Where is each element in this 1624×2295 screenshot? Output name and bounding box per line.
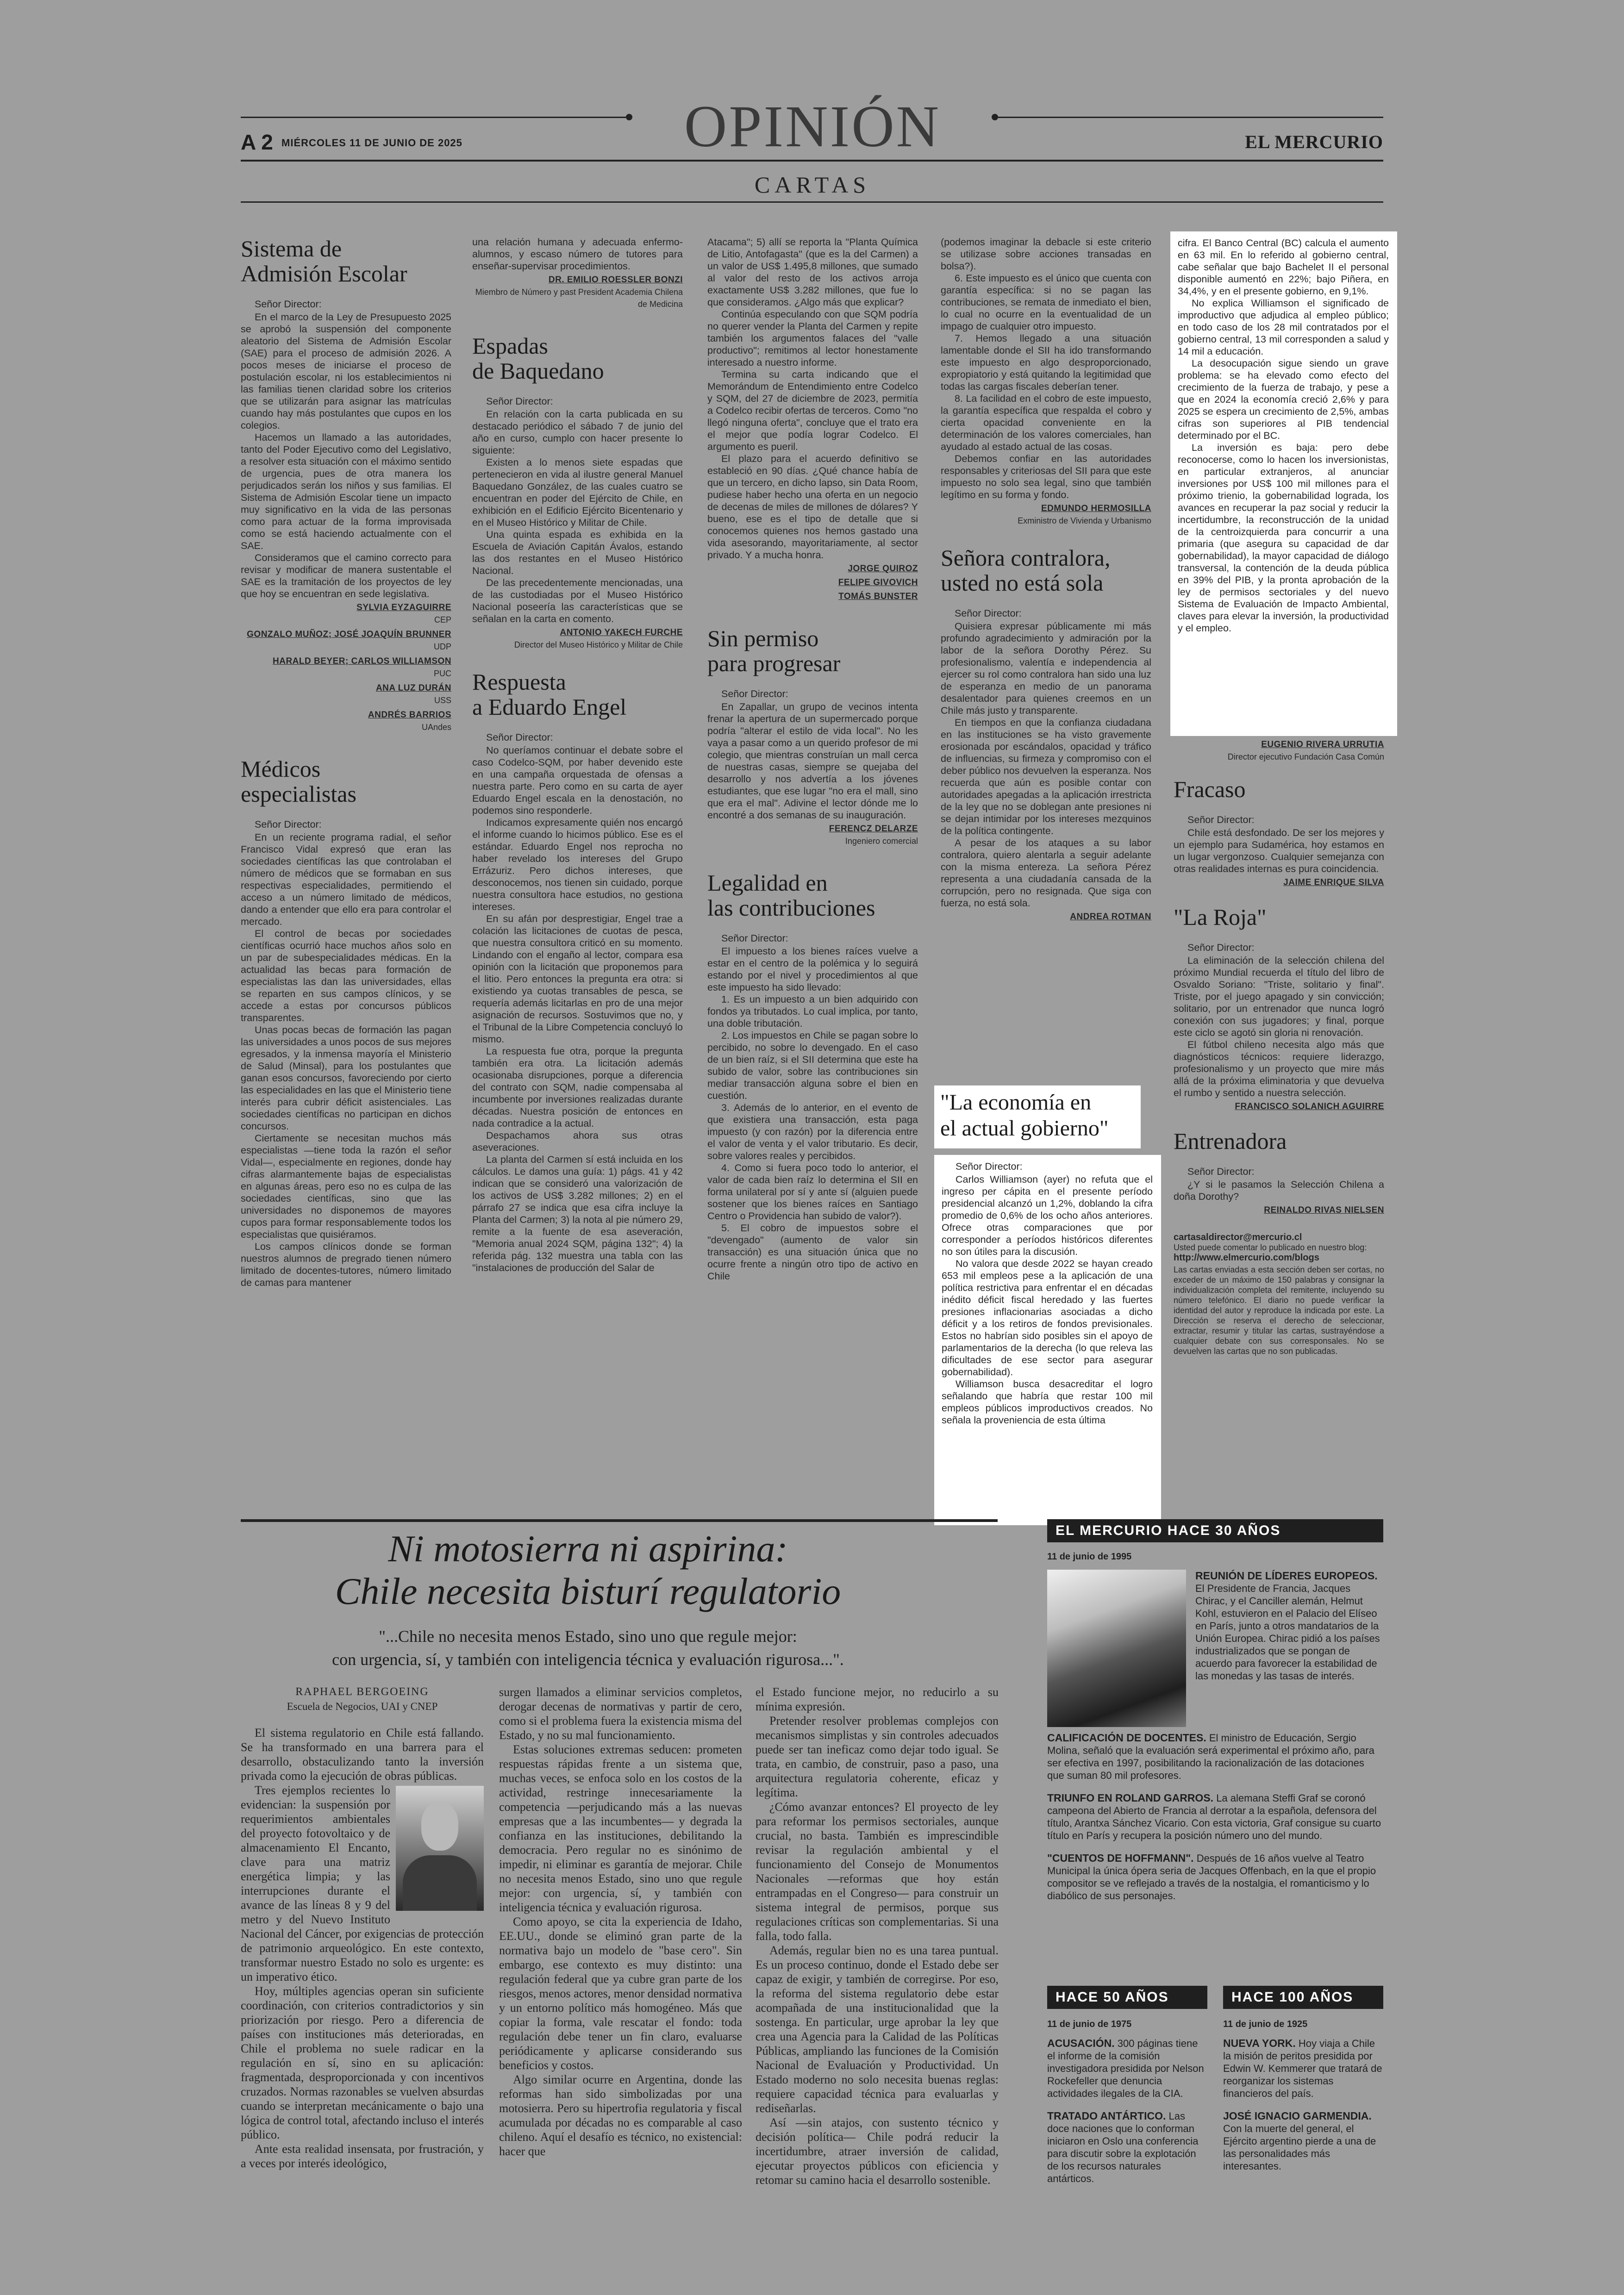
letter-title: "La Roja"	[1174, 904, 1267, 930]
item-kicker: NUEVA YORK.	[1223, 2037, 1296, 2049]
letter-sin-permiso	[707, 626, 918, 847]
section-rule	[241, 201, 1383, 203]
letter-paragraph: No valora que desde 2022 se hayan creado 653 mil empleos pese a la aplicación de una política restrictiva para enfrentar el en décadas inédito déficit fiscal heredado y las fuertes presiones inflacionarias asociadas a dicho déficit y a los retiros de fondos previsionales. Estos no habrían sido posibles sin el apoyo de parlamentarios de la derecha (lo que releva las dificultades de ese sector para asegurar gobernabilidad).	[942, 1258, 1153, 1378]
essay-column-3	[756, 1685, 999, 2187]
letter-greeting: Señor Director:	[255, 819, 322, 830]
essay-paragraph: Tres ejemplos recientes lo evidencian: la suspensión por requerimientos ambientales del proyecto fotovoltaico y de almacenamiento El Encanto, clave para una matriz energética limpia; y las interrupciones durante el avance de las líneas 8 y 9 del metro y del Nuevo Instituto Nacional del Cáncer, por exigencias de protección de patrimonio arqueológico. En este contexto, transformar nuestro Estado no solo es urgente: es un imperativo ético.	[241, 1784, 484, 1983]
letter-title: Espadas de Baquedano	[472, 333, 604, 384]
letter-affiliation: USS	[434, 696, 451, 705]
letter-paragraph: Ciertamente se necesitan muchos más especialistas —tiene toda la razón el señor Vidal—, especialmente en regiones, donde hay cifras alarmantemente bajas de especialistas en algunas áreas, pero eso no es culpa de las sociedades científicas, sino que las universidades no disponemos de mayores cupos para formar responsablemente todos los especialistas que quisiéramos.	[241, 1133, 451, 1240]
hace-30-item	[1047, 1852, 1383, 1902]
masthead-title: OPINIÓN	[684, 94, 941, 159]
letter-legalidad	[707, 870, 918, 1282]
letter-paragraph: Williamson busca desacreditar el logro señalando que habría que restar 100 mil empleos públicos improductivos creados. No señala la proveniencia de esta última	[942, 1378, 1153, 1426]
letter-paragraph: Atacama"; 5) allí se reporta la "Planta Química de Litio, Antofagasta" (que es la del Carmen) a un valor de US$ 1.495,8 millones, que sumado al valor del resto de los activos arroja exactamente US$ 3.282 millones, que fue lo que consideramos. ¿Algo más que explicar?	[707, 237, 918, 308]
item-kicker: JOSÉ IGNACIO GARMENDIA.	[1223, 2110, 1372, 2122]
letter-affiliation: Director ejecutivo Fundación Casa Común	[1227, 752, 1384, 761]
letter-paragraph: 2. Los impuestos en Chile se pagan sobre lo percibido, no sobre lo devengado. En el caso de un bien raíz, si el SII determina que este ha subido de valor, sobre las contribuciones sin mediar transacción alguna sobre el bien en cuestión.	[707, 1030, 918, 1101]
letter-fracaso	[1174, 777, 1384, 889]
essay-paragraph: Como apoyo, se cita la experiencia de Idaho, EE.UU., donde se eliminó gran parte de la normativa bajo un modelo de "base cero". Sin embargo, ese contexto es muy distinto: una regulación federal que ya cubre gran parte de los riesgos, menos actores, menor densidad normativa y un entorno político más homogéneo. Más que copiar la forma, vale rescatar el fondo: toda regulación debe tener un fin claro, evaluarse periódicamente y aplicarse considerando sus beneficios y costos.	[499, 1915, 742, 2072]
item-kicker: TRATADO ANTÁRTICO.	[1047, 2110, 1166, 2122]
letter-greeting: Señor Director:	[1187, 814, 1255, 825]
essay-column-2	[499, 1685, 742, 2158]
letter-signature: FRANCISCO SOLANICH AGUIRRE	[1235, 1102, 1384, 1111]
letter-respuesta-engel	[472, 669, 683, 1274]
letter-title: Médicos especialistas	[241, 756, 356, 807]
letter-paragraph: 4. Como si fuera poco todo lo anterior, el valor de cada bien raíz lo determina el SII en forma unilateral por sí y ante sí (alguien puede sostener que los bienes raíces en Santiago Centro o Providencia han subido de valor?).	[707, 1162, 918, 1222]
letter-paragraph: No explica Williamson el significado de improductivo que adjudica al empleo público; en todo caso de los 28 mil contratados por el gobierno central, 13 mil corresponden a salud y 14 mil a educación.	[1178, 298, 1389, 357]
essay-paragraph: Además, regular bien no es una tarea puntual. Es un proceso continuo, donde el Estado debe ser capaz de exigir, y también de corregirse. Por eso, la reforma del sistema regulatorio debe estar acompañada de una institucionalidad que la sostenga. En particular, urge aprobar la ley que crea una Agencia para la Calidad de las Políticas Públicas, ampliando las funciones de la Comisión Nacional de Evaluación y Productividad. Un Estado moderno no solo necesita buenas reglas: requiere capacidad técnica para evaluarlas y rediseñarlas.	[756, 1944, 999, 2115]
letter-greeting: Señor Director:	[955, 608, 1022, 619]
item-kicker: ACUSACIÓN.	[1047, 2037, 1115, 2049]
letter-signature: FERENCZ DELARZE	[829, 824, 918, 834]
column-5	[1174, 737, 1384, 1356]
highlight-letter-economia-cont	[1170, 231, 1397, 736]
letter-title: Entrenadora	[1174, 1128, 1287, 1154]
letter-paragraph: El fútbol chileno necesita algo más que diagnósticos técnicos: requiere liderazgo, profesionalismo y un proyecto que mire más allá de la próxima eliminatoria y que devuelva el rumbo y sentido a nuestra selección.	[1174, 1039, 1384, 1098]
essay-deck: "...Chile no necesita menos Estado, sino uno que regule mejor: con urgencia, sí, y también con inteligencia técnica y evaluación rigurosa...".	[332, 1627, 844, 1669]
letter-paragraph: 8. La facilidad en el cobro de este impuesto, la garantía específica que respalda el cobro y cierta opacidad conveniente en la determinación de los valores comerciales, han ayudado al estado actual de las cosas.	[941, 393, 1151, 452]
hace-30-item	[1047, 1792, 1383, 1842]
hace-100-item	[1223, 2110, 1383, 2172]
paper-name: EL MERCURIO	[1245, 131, 1383, 152]
letter-paragraph: Consideramos que el camino correcto para revisar y modificar de manera sustentable el SAE es la tramitación de los proyectos de ley que hoy se encuentran en sede legislativa.	[241, 552, 451, 599]
hace-30-header: EL MERCURIO HACE 30 AÑOS	[1047, 1519, 1383, 1542]
hace-50-item	[1047, 2037, 1205, 2100]
letter-paragraph: Debemos confiar en las autoridades responsables y criteriosas del SII para que este impuesto no solo sea legal, sino que también legítimo en su forma y fondo.	[941, 453, 1151, 500]
letter-greeting: Señor Director:	[1187, 1166, 1255, 1177]
letter-signature: HARALD BEYER; CARLOS WILLIAMSON	[273, 656, 451, 666]
letter-paragraph: A pesar de los ataques a su labor contralora, quiero alentarla a seguir adelante con la misma entereza. La señora Pérez representa a una ciudadanía cansada de la corrupción, pero no resignada. Que siga con fuerza, no está sola.	[941, 837, 1151, 909]
letter-paragraph: Carlos Williamson (ayer) no refuta que el ingreso per cápita en el presente período presidencial alcanzó un 1,2%, doblando la cifra promedio de 0,6% de los ocho años anteriores. Ofrece otras comparaciones que por corresponder a períodos históricos diferentes no son útiles para la discusión.	[942, 1174, 1153, 1257]
contact-email[interactable]: cartasaldirector@mercurio.cl	[1174, 1232, 1302, 1242]
letter-paragraph: En Zapallar, un grupo de vecinos intenta frenar la apertura de un supermercado porque podría "alterar el estilo de vida local". No les vaya a pasar como a un querido profesor de mi colegio, que mientras construían un mall cerca de nuestras casas, siempre se quejaba del desarrollo y nos advertía a los jóvenes estudiantes, que ese lugar "no era el mall, sino que era el mal". Adivine el lector dónde me lo encontré a dos semanas de su inauguración.	[707, 701, 918, 821]
letter-paragraph: Una quinta espada es exhibida en la Escuela de Aviación Capitán Ávalos, estando las dos restantes en el Museo Histórico Nacional.	[472, 529, 683, 576]
hace-100-date: 11 de junio de 1925	[1223, 2019, 1308, 2029]
letter-paragraph: La inversión es baja: pero debe reconocerse, como lo hacen los inversionistas, en particular extranjeros, al anunciar inversiones por US$ 100 mil millones para el próximo trienio, la gobernabilidad lograda, los avances en recuperar la paz social y reducir la incertidumbre, la reconstrucción de la unidad de la centroizquierda para concurrir a una primaria (que asegura su capacidad de dar gobernabilidad), la mayor capacidad de diálogo transversal, la contención de la deuda pública en 39% del PIB, y la pronta aprobación de la ley de permisos sectoriales y del nuevo Sistema de Evaluación de Impacto Ambiental, claves para elevar la inversión, la productividad y el empleo.	[1178, 442, 1389, 634]
letter-paragraph: (podemos imaginar la debacle si este criterio se utilizase sobre acciones transadas en bolsa?).	[941, 237, 1151, 272]
letter-title: Respuesta a Eduardo Engel	[472, 669, 627, 720]
column-2	[472, 236, 683, 1290]
contact-blog-link[interactable]: http://www.elmercurio.com/blogs	[1174, 1253, 1319, 1263]
hace-50-header: HACE 50 AÑOS	[1047, 1986, 1207, 2009]
letter-title: Señora contralora, usted no está sola	[941, 545, 1111, 596]
page-date: MIÉRCOLES 11 DE JUNIO DE 2025	[281, 137, 462, 149]
letter-affiliation: UAndes	[421, 723, 451, 732]
letter-affiliation: Director del Museo Histórico y Militar de Chile	[514, 640, 683, 649]
essay-paragraph: Estas soluciones extremas seducen: prometen respuestas rápidas frente a un sistema que, muchas veces, se enfoca solo en los costos de la actividad, restringe innecesariamente la competencia —perjudicando más a las nuevas empresas que a las incumbentes— y degrada la confianza en las instituciones, debilitando la democracia. Pero regular no es sinónimo de impedir, ni eliminar es garantía de mejorar. Chile no necesita menos Estado, sino uno que regule mejor: con urgencia, sí, y también con inteligencia técnica y evaluación rigurosa.	[499, 1743, 742, 1914]
column-1	[241, 236, 451, 1304]
essay-paragraph: Hoy, múltiples agencias operan sin suficiente coordinación, con criterios contradictorios y sin priorización por riesgo. Pero a diferencia de países con instituciones más deterioradas, en Chile el problema no suele radicar en la regulación en sí, sino en su aplicación: fragmentada, desproporcionada y con incentivos cruzados. Normas razonables se vuelven absurdas cuando se interpretan mecánicamente o bajo una lógica de control total, afectando incluso el interés público.	[241, 1984, 484, 2141]
item-text: Con la muerte del general, el Ejército argentino pierde a una de las personalidades más interesantes.	[1223, 2123, 1376, 2172]
highlight-letter-economia	[934, 1155, 1161, 1525]
essay-paragraph: Así —sin atajos, con sustento técnico y decisión política— Chile podrá reducir la incertidumbre, atraer inversión de calidad, ejecutar proyectos públicos con eficiencia y retomar su camino hacia el desarrollo sostenible.	[756, 2116, 999, 2187]
letter-paragraph: En tiempos en que la confianza ciudadana en las instituciones se ha visto gravemente erosionada por escándalos, opacidad y tráfico de influencias, su firmeza y compromiso con el deber público nos devuelven la esperanza. Nos recuerda que aún es posible contar con autoridades apegadas a la aplicación irrestricta de la ley que no se doblegan ante presiones ni se dejan intimidar por los intereses mezquinos de la política contingente.	[941, 717, 1151, 836]
hace-100-section	[1223, 2018, 1383, 2183]
letter-paragraph: Indicamos expresamente quién nos encargó el informe cuando lo hicimos público. Ese es el estándar. Eduardo Engel nos reprocha no haber revelado los intereses del Grupo Errázuriz. Pero dichos intereses, que desconocemos, nos tienen sin cuidado, porque nuestra consultora hace estudios, no gestiona intereses.	[472, 817, 683, 912]
letter-signature: DR. EMILIO ROESSLER BONZI	[548, 275, 683, 285]
author-photo-face	[421, 1802, 458, 1851]
letter-affiliation: UDP	[433, 642, 451, 651]
letter-body	[1178, 237, 1389, 634]
letter-affiliation: CEP	[434, 615, 451, 624]
letter-title: Sistema de Admisión Escolar	[241, 236, 407, 287]
essay-affiliation: Escuela de Negocios, UAI y CNEP	[287, 1701, 438, 1712]
essay-paragraph: El sistema regulatorio en Chile está fallando. Se ha transformado en una barrera para el desarrollo, obstaculizando tanto la inversión privada como la ejecución de obras públicas.	[241, 1726, 484, 1783]
letter-signature: REINALDO RIVAS NIELSEN	[1264, 1205, 1384, 1215]
letter-signature: ANA LUZ DURÁN	[375, 683, 451, 693]
hace-100-item	[1223, 2037, 1383, 2100]
hace-30-item	[1047, 1732, 1383, 1782]
letter-paragraph: Despachamos ahora sus otras aseveraciones.	[472, 1130, 683, 1153]
letter-greeting: Señor Director:	[956, 1161, 1023, 1172]
column-3	[707, 236, 918, 1298]
letter-title: Legalidad en las contribuciones	[707, 870, 875, 921]
essay-top-rule	[241, 1519, 998, 1522]
letter-signature: ANDREA ROTMAN	[1070, 912, 1151, 922]
item-text: La alemana Steffi Graf se coronó campeona del Abierto de Francia al derrotar a la española, defensora del título, Arantxa Sánchez Vicario. Con esta victoria, Graf consigue su cuarto título en París y recupera la posición número uno del mundo.	[1047, 1792, 1381, 1841]
letter-signature: JAIME ENRIQUE SILVA	[1283, 878, 1384, 887]
letter-paragraph: ¿Y si le pasamos la Selección Chilena a doña Dorothy?	[1174, 1179, 1384, 1202]
letter-paragraph: El impuesto a los bienes raíces vuelve a estar en el centro de la polémica y lo seguirá estando por el nivel y procedimientos al que este impuesto ha sido llevado:	[707, 946, 918, 993]
author-photo-body	[403, 1855, 477, 1911]
letter-greeting: Señor Director:	[721, 933, 788, 944]
letter-greeting: Señor Director:	[486, 396, 553, 407]
essay-paragraph: el Estado funcione mejor, no reducirlo a su mínima expresión.	[756, 1685, 999, 1713]
hace-30-date: 11 de junio de 1995	[1047, 1552, 1132, 1562]
item-kicker: CALIFICACIÓN DE DOCENTES.	[1047, 1732, 1206, 1744]
essay-headline: Ni motosierra ni aspirina: Chile necesita bisturí regulatorio	[335, 1528, 841, 1612]
letter-paragraph: En un reciente programa radial, el señor Francisco Vidal expresó que eran las sociedades científicas las que controlaban el número de médicos que se formaban en sus respectivas especialidades, permitiendo el acceso a un número limitado de médicos, dando a entender que ello era para controlar el mercado.	[241, 832, 451, 927]
page-number: A 2	[241, 130, 273, 154]
letter-greeting: Señor Director:	[255, 299, 322, 310]
header-top-rule-right	[994, 117, 1383, 118]
letter-paragraph: 1. Es un impuesto a un bien adquirido con fondos ya tributados. Lo cual implica, por tanto, una doble tributación.	[707, 994, 918, 1029]
letter-paragraph: 7. Hemos llegado a una situación lamentable donde el SII ha ido transformando este impuesto en algo desproporcionado, expropiatorio y está quitando la legitimidad que todas las cargas fiscales deberían tener.	[941, 333, 1151, 392]
letter-paragraph: 5. El cobro de impuestos sobre el "devengado" (aumento de valor sin transacción) es una situación única que no ocurre frente a ningún otro tipo de activo en Chile	[707, 1222, 918, 1282]
letter-paragraph: En su afán por desprestigiar, Engel trae a colación las licitaciones de cuotas de pesca, que nuestra consultora criticó en su momento. Lindando con el engaño al lector, compara esa opinión con la licitación que proponemos para el litio. Pero entonces la pregunta era otra: si existiendo ya cuotas transables de pesca, se requería además licitarlas en pro de una mejor asignación de recursos. Sostuvimos que no, y el Tribunal de la Libre Competencia concluyó lo mismo.	[472, 913, 683, 1045]
letter-signature: EUGENIO RIVERA URRUTIA	[1261, 740, 1384, 749]
letter-paragraph: Quisiera expresar públicamente mi más profundo agradecimiento y admiración por la labor de la señora Dorothy Pérez. Su profesionalismo, valentía e independencia al ejercer su rol como contralora han sido una luz de esperanza en medio de un panorama desalentador para quienes creemos en un Chile más justo y transparente.	[941, 621, 1151, 716]
header-top-rule-left	[241, 117, 630, 118]
section-title: CARTAS	[754, 172, 871, 198]
letter-signature: JORGE QUIROZ	[848, 564, 918, 574]
letter-paragraph: El control de becas por sociedades científicas ocurrió hace muchos años solo en un par de subespecialidades médicas. En la actualidad las becas para formación de especialistas las dan las universidades, ellas se reparten en sus campos clínicos, y se accede a estas por concursos públicos transparentes.	[241, 928, 451, 1023]
letter-paragraph: En el marco de la Ley de Presupuesto 2025 se aprobó la suspensión del componente aleatorio del Sistema de Admisión Escolar (SAE) para el proceso de admisión 2026. A pocos meses de iniciarse el proceso de postulación escolar, ni los establecimientos ni las familias tienen claridad sobre los criterios que se utilizarán para asignar las matrículas cuando hay más postulantes que cupos en los colegios.	[241, 312, 451, 431]
header-rule	[241, 160, 1383, 162]
item-text: 300 páginas tiene el informe de la comisión investigadora presidida por Nelson Rockefeller que denuncia actividades ilegales de la CIA.	[1047, 2038, 1204, 2099]
letter-medicos	[241, 756, 451, 1289]
header-dot-left	[626, 114, 632, 120]
letter-signature: FELIPE GIVOVICH	[838, 578, 918, 587]
letter-greeting: Señor Director:	[1187, 942, 1255, 953]
letter-paragraph: 3. Además de lo anterior, en el evento de que existiera una transacción, esta paga impuesto (y con razón) por la diferencia entre el valor de venta y el valor tributario. Es decir, sobre valores reales y percibidos.	[707, 1102, 918, 1161]
letter-paragraph: Hacemos un llamado a las autoridades, tanto del Poder Ejecutivo como del Legislativo, a resolver esta situación con el máximo sentido de urgencia, pues de otra manera los perjudicados serán los niños y sus familias. El Sistema de Admisión Escolar tiene un impacto muy significativo en la vida de las personas como para actuar de la forma improvisada como se está haciendo actualmente con el SAE.	[241, 432, 451, 551]
column-4	[941, 236, 1151, 939]
essay-paragraph: Ante esta realidad insensata, por frustración, y a veces por interés ideológico,	[241, 2142, 484, 2170]
letter-title: "La economía en el actual gobierno"	[940, 1090, 1109, 1141]
hace-30-section	[1047, 1551, 1383, 1912]
letter-paragraph: El plazo para el acuerdo definitivo se estableció en 90 días. ¿Qué chance había de que un tercero, en dicho lapso, sin Data Room, pudiese haber hecho una oferta en un negocio de decenas de miles de millones de dólares? Y bueno, ese es el tipo de detalle que si conocemos quienes nos hemos gastado una vida asesorando, mayoritariamente, al sector privado. Y a mucha honra.	[707, 453, 918, 561]
letter-espadas	[472, 333, 683, 651]
letter-paragraph: La respuesta fue otra, porque la pregunta también era otra. La licitación además ocasionaba disrupciones, porque a diferencia del contrato con SQM, nadie compensaba al incumbente por inversiones realizadas durante décadas. Nuestra posición de entonces en nada contradice a la actual.	[472, 1046, 683, 1129]
item-kicker: "CUENTOS DE HOFFMANN".	[1047, 1852, 1194, 1864]
letter-title: Fracaso	[1174, 776, 1246, 802]
contact-info	[1174, 1232, 1384, 1356]
letter-paragraph: Unas pocas becas de formación las pagan las universidades a unos pocos de sus mejores egresados, y la inmensa mayoría el Ministerio de Salud (Minsal), para los postulantes que ganan esos concursos, favoreciendo por cierto las especialidades en las que el Ministerio tiene interés para cubrir déficit asistenciales. Las sociedades científicas no participan en dichos concursos.	[241, 1024, 451, 1132]
essay-paragraph: ¿Cómo avanzar entonces? El proyecto de ley para reformar los permisos sectoriales, aunque crucial, no basta. También es imprescindible revisar la regulación ambiental y el funcionamiento del Consejo de Monumentos Nacionales —reformas que hoy están entrampadas en el Congreso— para construir un sistema integral de permisos, porque sus regulaciones críticas son complementarias. Si una falla, todo falla.	[756, 1800, 999, 1943]
letter-affiliation: Exministro de Vivienda y Urbanismo	[1018, 516, 1151, 525]
letter-signature: EDMUNDO HERMOSILLA	[1041, 504, 1151, 513]
letter-paragraph: Continúa especulando con que SQM podría no querer vender la Planta del Carmen y repite también los argumentos falaces del "valle productivo"; remitimos al lector honestamente interesado a nuestro informe.	[707, 309, 918, 368]
item-kicker: TRIUNFO EN ROLAND GARROS.	[1047, 1792, 1214, 1804]
essay-column-1	[241, 1685, 484, 2170]
letter-paragraph: 6. Este impuesto es el único que cuenta con garantía específica: si no se pagan las contribuciones, se remata de inmediato el bien, lo cual no ocurre en la eventualidad de un impago de cualquier otro impuesto.	[941, 273, 1151, 332]
letter-paragraph: cifra. El Banco Central (BC) calcula el aumento en 63 mil. En lo referido al gobierno central, cabe señalar que bajo Bachelet II el personal disponible aumentó en 22%; bajo Piñera, en 34,4%, y en el presente gobierno, en 9,1%.	[1178, 237, 1389, 297]
letter-affiliation: Ingeniero comercial	[845, 836, 918, 846]
letter-paragraph: De las precedentemente mencionadas, una de las custodiadas por el Museo Histórico Nacional poseería las características que se señalan en la carta en comento.	[472, 577, 683, 624]
letter-signature: ANDRÉS BARRIOS	[368, 710, 451, 720]
hace-50-item	[1047, 2110, 1205, 2185]
letter-signature: ANTONIO YAKECH FURCHE	[560, 628, 683, 637]
letter-paragraph: La eliminación de la selección chilena del próximo Mundial recuerda el título del libro de Osvaldo Soriano: "Triste, solitario y final". Triste, por el juego apagado y sin convicción; solitario, por un entrenador que nunca logró conexión con sus jugadores; y final, porque este ciclo se agotó sin gloria ni renovación.	[1174, 955, 1384, 1038]
essay-paragraph: Pretender resolver problemas complejos con mecanismos simplistas y sin controles adecuados puede ser tan ineficaz como dejar todo igual. Se trata, en cambio, de construir, paso a paso, una arquitectura regulatoria coherente, eficaz y legítima.	[756, 1714, 999, 1799]
hace-100-header: HACE 100 AÑOS	[1223, 1986, 1383, 2009]
essay-paragraph: Algo similar ocurre en Argentina, donde las reformas han sido simbolizadas por una motosierra. Pero su hipertrofia regulatoria y fiscal acumulada por décadas no es comparable al caso chileno. Aquí el desafío es técnico, no existencial: hacer que	[499, 2073, 742, 2158]
letter-paragraph: La desocupación sigue siendo un grave problema: se ha elevado como efecto del crecimiento de la fuerza de trabajo, y pese a que en 2024 la economía creció 2,6% y para 2025 se espera un crecimiento de 2,5%, ambas cifras son superiores al PIB tendencial determinado por el BC.	[1178, 358, 1389, 441]
letter-paragraph: una relación humana y adecuada enfermo-alumnos, y escaso número de tutores para enseñar-supervisar procedimientos.	[472, 237, 683, 272]
archive-photo	[1047, 1570, 1186, 1727]
hace-50-date: 11 de junio de 1975	[1047, 2019, 1132, 2029]
contact-policy-note: Las cartas enviadas a esta sección deben ser cortas, no exceder de un máximo de 150 palabras y consignar la individualización completa del remitente, incluyendo su número telefónico. El diario no puede verificar la identidad del autor y reproduce la indicada por este. La Dirección se reserva el derecho de seleccionar, extractar, resumir y titular las cartas, sustrayéndose a cualquier debate con sus corresponsales. No se devuelven las cartas que no son publicadas.	[1174, 1265, 1384, 1356]
item-text: Después de 16 años vuelve al Teatro Municipal la única ópera seria de Jacques Offenbach, en la que el propio compositor se ve reflejado a través de la nostalgia, el romanticismo y lo diabólico de sus personajes.	[1047, 1852, 1376, 1902]
letter-paragraph: En relación con la carta publicada en su destacado periódico el sábado 7 de junio del año en curso, cumplo con hacer presente lo siguiente:	[472, 409, 683, 456]
letter-signature: TOMÁS BUNSTER	[838, 592, 918, 601]
item-text: El ministro de Educación, Sergio Molina, señaló que la evaluación será experimental el próximo año, para ser efectiva en 1997, posibilitando la racionalización de las dotaciones que suman 80 mil profesores.	[1047, 1732, 1374, 1781]
letter-greeting: Señor Director:	[486, 732, 553, 743]
item-kicker: REUNIÓN DE LÍDERES EUROPEOS.	[1195, 1570, 1378, 1582]
essay-author: RAPHAEL BERGOEING	[295, 1686, 429, 1698]
item-text: Las doce naciones que lo conforman iniciaron en Oslo una conferencia para discutir sobre la explotación de los recursos naturales antárticos.	[1047, 2110, 1199, 2184]
letter-la-roja	[1174, 904, 1384, 1113]
letter-title: Sin permiso para progresar	[707, 625, 841, 676]
letter-paragraph: Los campos clínicos donde se forman nuestros alumnos de pregrado tienen número limitado de docentes-tutores, número limitado de camas para mantener	[241, 1241, 451, 1288]
letter-signature: GONZALO MUÑOZ; JOSÉ JOAQUÍN BRUNNER	[247, 630, 451, 639]
letter-admision-escolar	[241, 236, 451, 733]
item-text: Hoy viaja a Chile la misión de peritos presidida por Edwin W. Kemmerer que tratará de reorganizar los sistemas financieros del país.	[1223, 2038, 1382, 2099]
letter-signature: SYLVIA EYZAGUIRRE	[356, 603, 451, 612]
letter-affiliation: Miembro de Número y past President Academia Chilena de Medicina	[475, 287, 683, 309]
item-text: El Presidente de Francia, Jacques Chirac, y el Canciller alemán, Helmut Kohl, estuvieron en el Palacio del Elíseo en París, junto a otros mandatarios de la Unión Europea. Chirac pidió a los países industrializados que se pongan de acuerdo para favorecer la estabilidad de las monedas y las tasas de interés.	[1195, 1583, 1380, 1682]
author-photo	[396, 1786, 484, 1911]
letter-paragraph: Termina su carta indicando que el Memorándum de Entendimiento entre Codelco y SQM, del 27 de diciembre de 2023, permitía a Codelco recibir ofertas de terceros. Como "no llegó ninguna oferta", concluye que el trato era el mejor que podía lograr Codelco. El argumento es pueril.	[707, 369, 918, 452]
letter-body	[942, 1160, 1153, 1426]
contact-email-note: Usted puede comentar lo publicado en nuestro blog:	[1174, 1243, 1367, 1252]
letter-contralora	[941, 545, 1151, 923]
letter-affiliation: PUC	[433, 669, 451, 678]
letter-paragraph: Chile está desfondado. De ser los mejores y un ejemplo para Sudamérica, hoy estamos en un lugar vergonzoso. Cualquier semejanza con otras realidades internas es pura coincidencia.	[1174, 827, 1384, 874]
essay-paragraph: surgen llamados a eliminar servicios completos, derogar decenas de normativas y partir de cero, como si el problema fuera la existencia misma del Estado, y no su mal funcionamiento.	[499, 1685, 742, 1742]
letter-paragraph: Existen a lo menos siete espadas que pertenecieron en vida al ilustre general Manuel Baquedano González, de las cuales cuatro se encuentran en poder del Ejército de Chile, en exhibición en el Edificio Ejército Bicentenario y en el Museo Histórico y Militar de Chile.	[472, 457, 683, 528]
letter-greeting: Señor Director:	[721, 688, 788, 699]
highlight-title-box	[934, 1085, 1141, 1148]
letter-paragraph: La planta del Carmen sí está incluida en los cálculos. Le damos una guía: 1) págs. 41 y 42 indican que se consideró una valorización de los activos de US$ 3.282 millones; 2) en el párrafo 27 se indica que esa cifra incluye la Planta del Carmen; 3) la nota al pie número 29, remite a la fuente de esa aseveración, "Memoria anual 2024 SQM, página 132"; 4) la referida pág. 132 muestra una tabla con las "instalaciones de producción del Salar de	[472, 1154, 683, 1273]
letter-entrenadora	[1174, 1129, 1384, 1216]
letter-paragraph: No queríamos continuar el debate sobre el caso Codelco-SQM, por haber devenido este en una campaña orquestada de ofensas a nuestra parte. Pero como en su carta de ayer Eduardo Engel escala en la denostación, no podemos sino responderle.	[472, 745, 683, 816]
hace-50-section	[1047, 2018, 1205, 2195]
